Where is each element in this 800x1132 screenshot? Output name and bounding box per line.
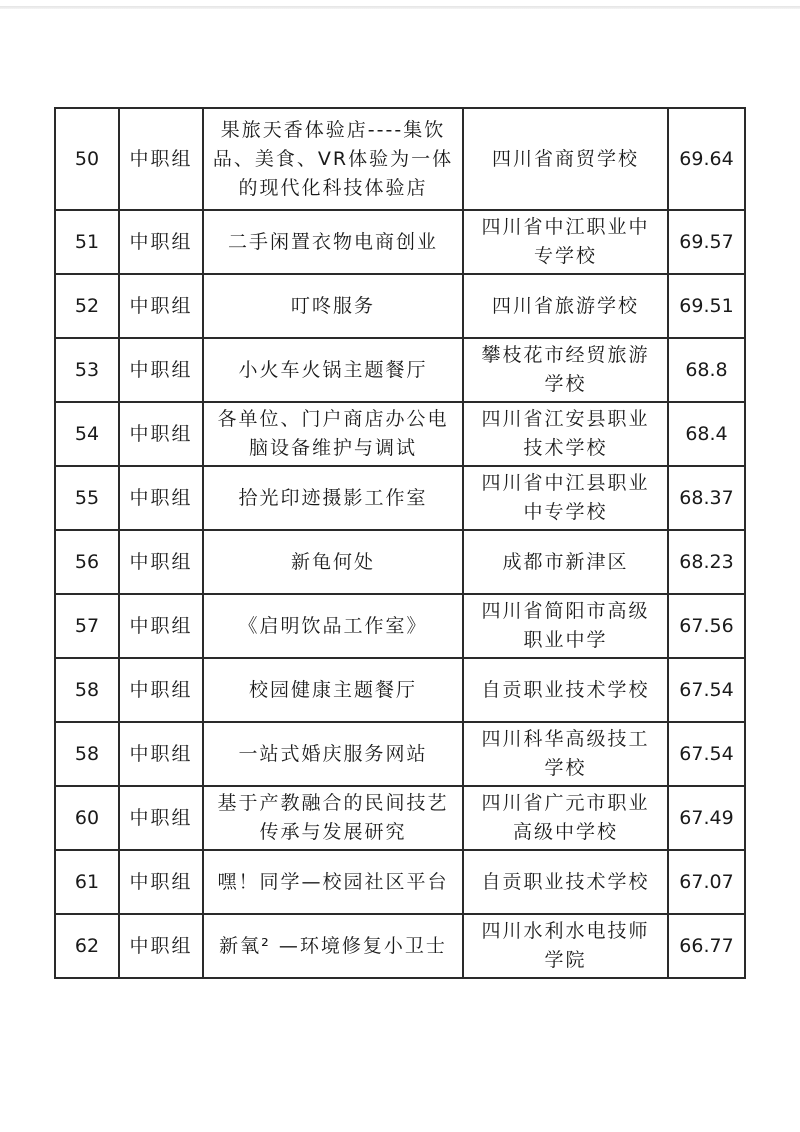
school-cell xyxy=(463,274,668,338)
group-cell: 中职组 xyxy=(119,466,203,530)
project-cell xyxy=(203,108,463,210)
rank-cell: 52 xyxy=(55,274,119,338)
table-row xyxy=(55,914,745,978)
school-cell xyxy=(463,722,668,786)
school-line: 四川省简阳市高级 xyxy=(481,600,650,622)
group-cell: 中职组 xyxy=(119,850,203,914)
rank-cell: 58 xyxy=(55,722,119,786)
rank-cell: 62 xyxy=(55,914,119,978)
project-cell xyxy=(203,850,463,914)
school-cell xyxy=(463,594,668,658)
school-line: 职业中学 xyxy=(523,629,608,651)
school-cell xyxy=(463,914,668,978)
project-line: 脑设备维护与调试 xyxy=(248,437,417,459)
rank-cell: 61 xyxy=(55,850,119,914)
rank-cell: 51 xyxy=(55,210,119,274)
scan-edge xyxy=(0,6,800,9)
group-cell: 中职组 xyxy=(119,274,203,338)
project-cell xyxy=(203,402,463,466)
school-cell xyxy=(463,466,668,530)
project-line: 新龟何处 xyxy=(290,550,375,573)
project-line: 基于产教融合的民间技艺 xyxy=(217,792,449,814)
group-cell: 中职组 xyxy=(119,594,203,658)
score-cell: 67.54 xyxy=(668,658,745,722)
group-cell: 中职组 xyxy=(119,338,203,402)
score-cell: 68.23 xyxy=(668,530,745,594)
results-body xyxy=(55,108,745,978)
score-cell: 66.77 xyxy=(668,914,745,978)
table-row xyxy=(55,850,745,914)
group-cell: 中职组 xyxy=(119,530,203,594)
group-cell: 中职组 xyxy=(119,722,203,786)
project-cell xyxy=(203,466,463,530)
school-line: 四川省旅游学校 xyxy=(491,294,639,317)
project-line: 拾光印迹摄影工作室 xyxy=(238,486,428,509)
project-cell xyxy=(203,722,463,786)
project-cell xyxy=(203,210,463,274)
table-row xyxy=(55,108,745,210)
school-cell xyxy=(463,530,668,594)
table-row xyxy=(55,466,745,530)
project-line: 小火车火锅主题餐厅 xyxy=(238,358,428,381)
school-line: 攀枝花市经贸旅游 xyxy=(481,344,650,366)
table-row xyxy=(55,786,745,850)
school-line: 四川科华高级技工 xyxy=(481,728,650,750)
score-cell: 69.51 xyxy=(668,274,745,338)
project-cell xyxy=(203,658,463,722)
school-line: 四川省广元市职业 xyxy=(481,792,650,814)
school-cell xyxy=(463,338,668,402)
project-line: 叮咚服务 xyxy=(290,294,375,317)
project-cell xyxy=(203,338,463,402)
school-line: 四川省中江县职业 xyxy=(481,472,650,494)
score-cell: 68.8 xyxy=(668,338,745,402)
school-line: 四川省商贸学校 xyxy=(491,147,639,170)
group-cell: 中职组 xyxy=(119,914,203,978)
score-cell: 67.54 xyxy=(668,722,745,786)
school-line: 专学校 xyxy=(533,245,597,267)
school-line: 学院 xyxy=(544,949,587,971)
group-cell: 中职组 xyxy=(119,402,203,466)
project-cell xyxy=(203,274,463,338)
table-row xyxy=(55,658,745,722)
project-line: 《启明饮品工作室》 xyxy=(238,614,428,637)
table-row xyxy=(55,530,745,594)
group-cell: 中职组 xyxy=(119,658,203,722)
group-cell: 中职组 xyxy=(119,786,203,850)
table-row xyxy=(55,402,745,466)
school-cell xyxy=(463,658,668,722)
school-line: 四川水利水电技师 xyxy=(481,920,650,942)
school-line: 学校 xyxy=(544,757,587,779)
table-row xyxy=(55,274,745,338)
score-cell: 69.57 xyxy=(668,210,745,274)
rank-cell: 57 xyxy=(55,594,119,658)
rank-cell: 58 xyxy=(55,658,119,722)
school-line: 技术学校 xyxy=(523,437,608,459)
project-cell xyxy=(203,594,463,658)
school-line: 自贡职业技术学校 xyxy=(481,870,650,893)
project-line: 果旅天香体验店----集饮 xyxy=(220,118,446,141)
project-cell xyxy=(203,530,463,594)
rank-cell: 60 xyxy=(55,786,119,850)
score-cell: 67.49 xyxy=(668,786,745,850)
project-line: 的现代化科技体验店 xyxy=(238,176,428,199)
rank-cell: 54 xyxy=(55,402,119,466)
table-row xyxy=(55,338,745,402)
project-line: 二手闲置衣物电商创业 xyxy=(227,230,438,253)
project-line: 新氧² —环境修复小卫士 xyxy=(219,934,447,957)
school-line: 成都市新津区 xyxy=(502,550,629,573)
school-cell xyxy=(463,786,668,850)
project-line: 校园健康主题餐厅 xyxy=(248,678,417,701)
project-line: 传承与发展研究 xyxy=(259,821,407,843)
score-cell: 67.56 xyxy=(668,594,745,658)
school-line: 四川省江安县职业 xyxy=(481,408,650,430)
school-line: 学校 xyxy=(544,373,587,395)
school-cell xyxy=(463,108,668,210)
rank-cell: 50 xyxy=(55,108,119,210)
project-cell xyxy=(203,914,463,978)
score-cell: 68.37 xyxy=(668,466,745,530)
table-row xyxy=(55,210,745,274)
school-line: 自贡职业技术学校 xyxy=(481,678,650,701)
project-cell xyxy=(203,786,463,850)
project-line: 一站式婚庆服务网站 xyxy=(238,742,428,765)
school-line: 中专学校 xyxy=(523,501,608,523)
school-line: 高级中学校 xyxy=(512,821,618,843)
school-cell xyxy=(463,850,668,914)
score-cell: 67.07 xyxy=(668,850,745,914)
rank-cell: 53 xyxy=(55,338,119,402)
group-cell: 中职组 xyxy=(119,210,203,274)
rank-cell: 56 xyxy=(55,530,119,594)
table-row xyxy=(55,594,745,658)
school-line: 四川省中江职业中 xyxy=(481,216,650,238)
score-cell: 69.64 xyxy=(668,108,745,210)
rank-cell: 55 xyxy=(55,466,119,530)
score-cell: 68.4 xyxy=(668,402,745,466)
school-cell xyxy=(463,402,668,466)
group-cell: 中职组 xyxy=(119,108,203,210)
results-table xyxy=(54,107,746,979)
table-row xyxy=(55,722,745,786)
project-line: 各单位、门户商店办公电 xyxy=(217,408,449,430)
project-line: 品、美食、VR体验为一体 xyxy=(212,147,454,170)
project-line: 嘿！同学—校园社区平台 xyxy=(217,870,449,893)
school-cell xyxy=(463,210,668,274)
